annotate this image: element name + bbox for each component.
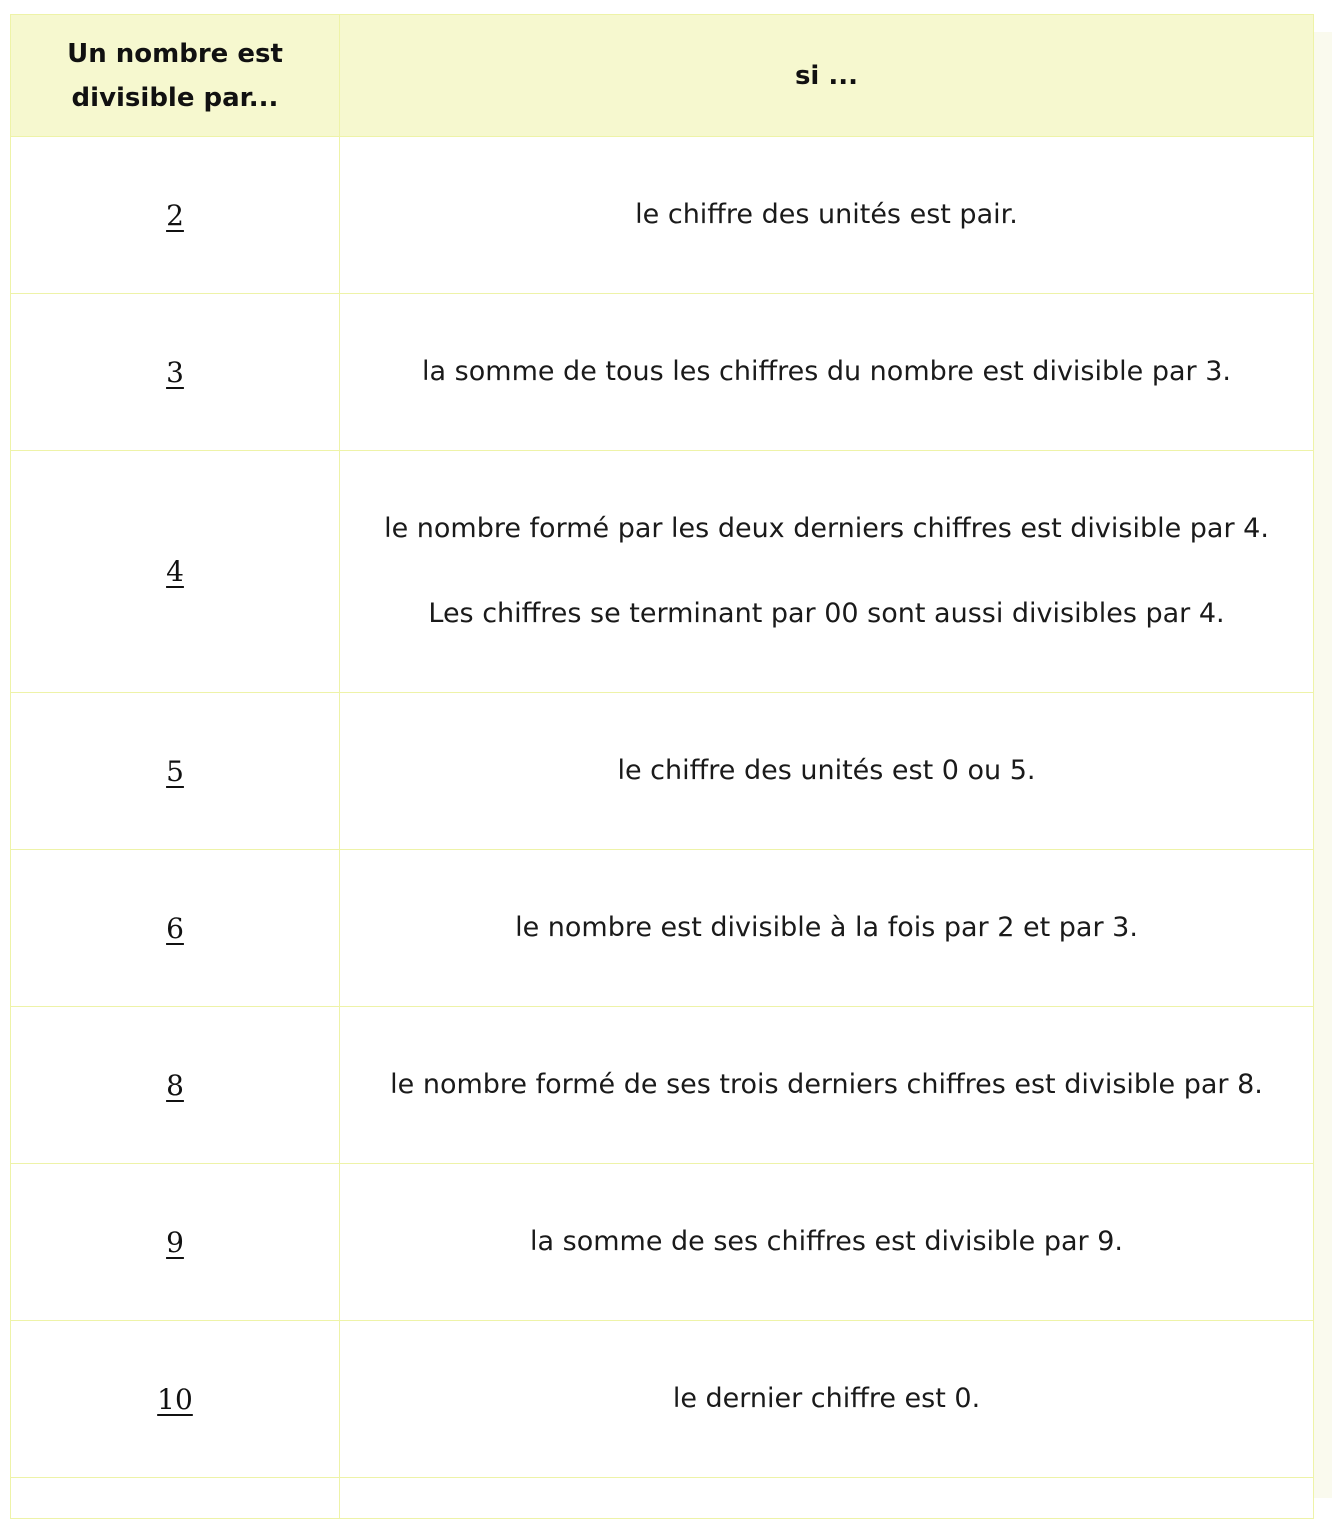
divisor-cell xyxy=(11,1478,340,1519)
divisor-link[interactable]: 2 xyxy=(166,198,184,232)
divisor-link[interactable]: 9 xyxy=(166,1225,184,1259)
condition-cell xyxy=(340,850,1314,1007)
table-header-row xyxy=(11,15,1314,137)
condition-note: Les chiffres se terminant par 00 sont aussi divisibles par 4. xyxy=(428,598,1225,629)
table-row xyxy=(11,693,1314,850)
divisibility-rules-table xyxy=(10,14,1314,1519)
table-row xyxy=(11,1007,1314,1164)
divisor-link[interactable]: 8 xyxy=(166,1068,184,1102)
condition-cell xyxy=(340,1321,1314,1478)
divisor-cell xyxy=(11,137,340,294)
condition-text: la somme de tous les chiffres du nombre est divisible par 3. xyxy=(422,356,1231,387)
divisor-cell xyxy=(11,294,340,451)
condition-cell xyxy=(340,1007,1314,1164)
table-row xyxy=(11,451,1314,693)
condition-text: le dernier chiffre est 0. xyxy=(672,1383,981,1414)
table-row xyxy=(11,1321,1314,1478)
divisor-cell xyxy=(11,693,340,850)
divisor-cell xyxy=(11,451,340,693)
divisor-link[interactable]: 4 xyxy=(166,555,184,588)
scrollbar-track[interactable] xyxy=(1314,32,1332,1498)
condition-cell xyxy=(340,294,1314,451)
table-row xyxy=(11,294,1314,451)
condition-text: le nombre est divisible à la fois par 2 et par 3. xyxy=(515,912,1138,943)
table-row xyxy=(11,850,1314,1007)
condition-text: le chiffre des unités est 0 ou 5. xyxy=(617,755,1036,786)
condition-text: le nombre formé de ses trois derniers chiffres est divisible par 8. xyxy=(390,1069,1263,1100)
divisor-link[interactable]: 10 xyxy=(157,1382,193,1416)
divisor-cell xyxy=(11,1007,340,1164)
header-condition: si ... xyxy=(340,15,1314,137)
table-row-cutoff xyxy=(11,1478,1314,1519)
table-row xyxy=(11,137,1314,294)
condition-cell xyxy=(340,451,1314,693)
divisor-link[interactable]: 6 xyxy=(166,911,184,945)
divisor-cell xyxy=(11,1321,340,1478)
condition-cell xyxy=(340,1164,1314,1321)
condition-cell xyxy=(340,1478,1314,1519)
condition-text: le nombre formé par les deux derniers chiffres est divisible par 4. xyxy=(384,513,1269,544)
condition-cell xyxy=(340,693,1314,850)
divisor-link[interactable]: 5 xyxy=(166,754,184,788)
divisor-link[interactable]: 3 xyxy=(166,355,184,389)
condition-cell xyxy=(340,137,1314,294)
divisor-cell xyxy=(11,850,340,1007)
header-divisor: Un nombre est divisible par... xyxy=(11,15,340,137)
condition-text: le chiffre des unités est pair. xyxy=(635,199,1018,230)
table-row xyxy=(11,1164,1314,1321)
condition-text: la somme de ses chiffres est divisible par 9. xyxy=(530,1226,1123,1257)
divisor-cell xyxy=(11,1164,340,1321)
